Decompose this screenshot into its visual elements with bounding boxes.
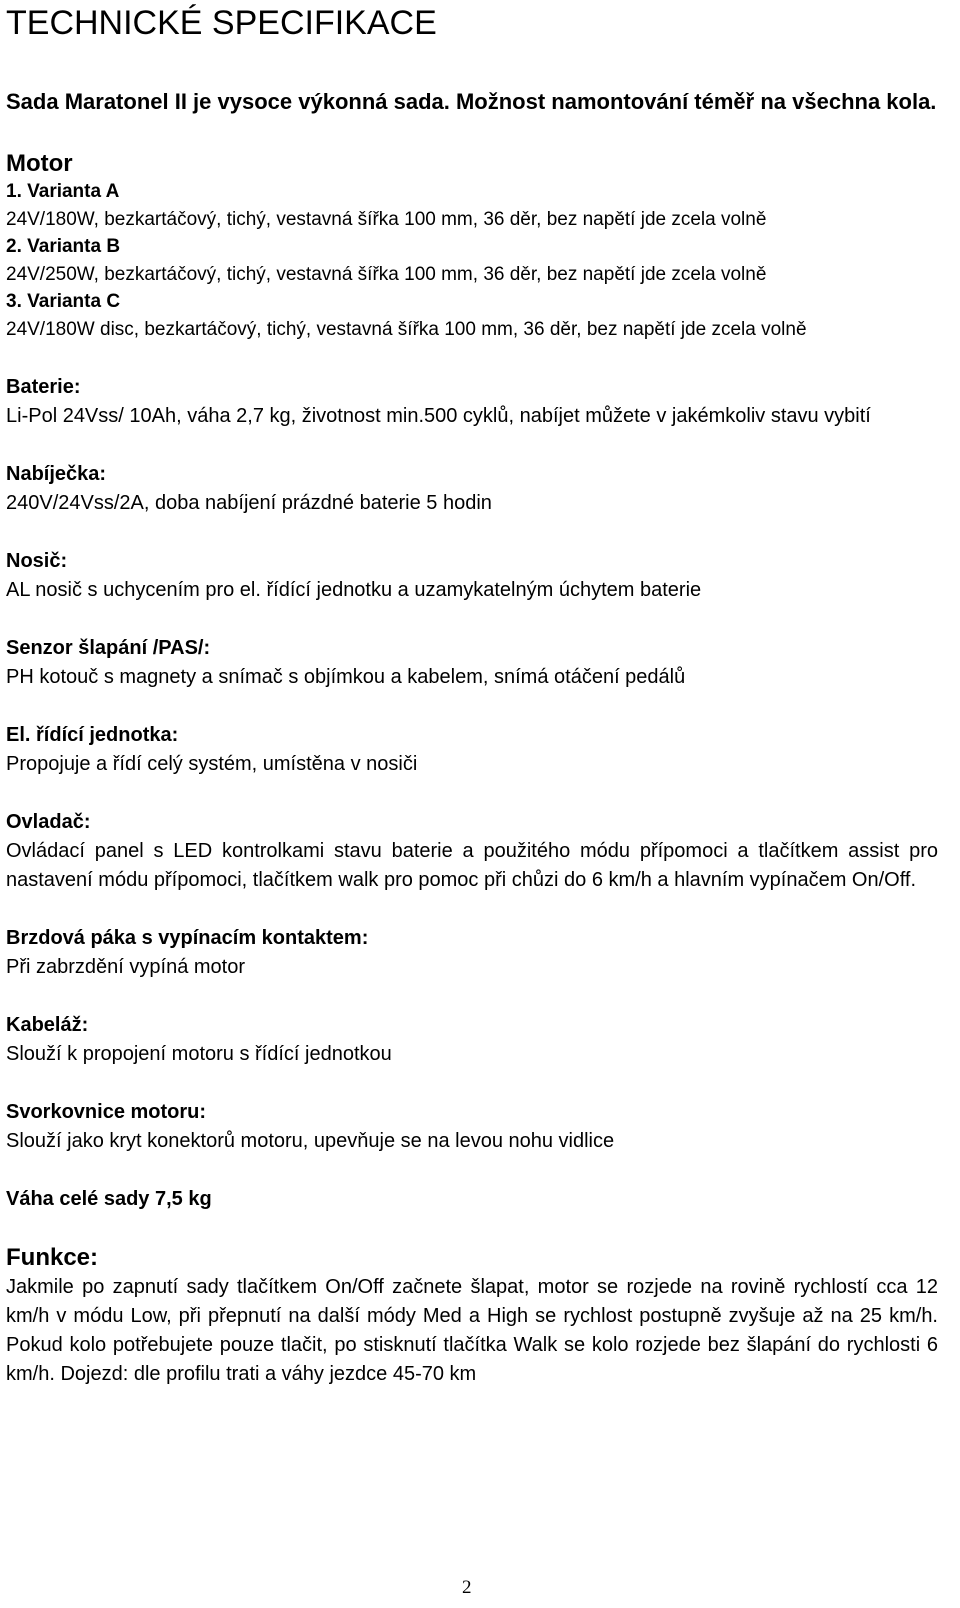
- svorkovnice-section: [6, 1098, 938, 1156]
- nosic-heading: Nosič:: [6, 550, 68, 572]
- baterie-section: [6, 373, 938, 431]
- variant-b-text: 24V/250W, bezkartáčový, tichý, vestavná šířka 100 mm, 36 děr, bez napětí jde zcela volně: [6, 264, 767, 285]
- intro-paragraph: Sada Maratonel II je vysoce výkonná sada. Možnost namontování téměř na všechna kola.: [6, 89, 937, 114]
- nosic-section: [6, 547, 938, 605]
- senzor-text: PH kotouč s magnety a snímač s objímkou a kabelem, snímá otáčení pedálů: [6, 666, 686, 688]
- jednotka-text: Propojuje a řídí celý systém, umístěna v nosiči: [6, 753, 418, 775]
- variant-a-text: 24V/180W, bezkartáčový, tichý, vestavná šířka 100 mm, 36 děr, bez napětí jde zcela volně: [6, 209, 767, 230]
- ovladac-section: [6, 808, 938, 895]
- funkce-text: Jakmile po zapnutí sady tlačítkem On/Off začnete šlapat, motor se rozjede na rovině rychlostí cca 12 km/h v módu Low, při přepnutí na další módy Med a High se rychlost postupně zvyšuje až na 25 km/h. Pokud kolo potřebujete pouze tlačit, po stisknutí tlačítka Walk se kolo rozjede bez šlapání do rychlosti 6 km/h. Dojezd: dle profilu trati a váhy jezdce 45-70 km: [6, 1276, 938, 1385]
- nabijecka-text: 240V/24Vss/2A, doba nabíjení prázdné baterie 5 hodin: [6, 492, 492, 514]
- variant-b-label: 2. Varianta B: [6, 236, 121, 257]
- document-page: [6, 0, 938, 1389]
- brzdova-heading: Brzdová páka s vypínacím kontaktem:: [6, 927, 369, 949]
- nosic-text: AL nosič s uchycením pro el. řídící jednotku a uzamykatelným úchytem baterie: [6, 579, 702, 601]
- variant-c-text: 24V/180W disc, bezkartáčový, tichý, vestavná šířka 100 mm, 36 děr, bez napětí jde zcela volně: [6, 319, 807, 340]
- senzor-section: [6, 634, 938, 692]
- brzdova-text: Při zabrzdění vypíná motor: [6, 956, 245, 978]
- motor-heading: Motor: [6, 150, 73, 177]
- variant-a-label: 1. Varianta A: [6, 181, 120, 202]
- motor-section: [6, 149, 938, 344]
- baterie-heading: Baterie:: [6, 376, 81, 398]
- kabelaz-heading: Kabeláž:: [6, 1014, 89, 1036]
- ovladac-heading: Ovladač:: [6, 811, 91, 833]
- brzdova-section: [6, 924, 938, 982]
- weight-text: Váha celé sady 7,5 kg: [6, 1188, 212, 1210]
- jednotka-heading: El. řídící jednotka:: [6, 724, 179, 746]
- page-number: 2: [462, 1577, 472, 1598]
- funkce-heading: Funkce:: [6, 1244, 99, 1271]
- svorkovnice-text: Slouží jako kryt konektorů motoru, upevňuje se na levou nohu vidlice: [6, 1130, 615, 1152]
- variant-c-label: 3. Varianta C: [6, 291, 121, 312]
- senzor-heading: Senzor šlapání /PAS/:: [6, 637, 211, 659]
- nabijecka-section: [6, 460, 938, 518]
- ovladac-text: Ovládací panel s LED kontrolkami stavu baterie a použitého módu přípomoci a tlačítkem assist pro nastavení módu přípomoci, tlačítkem walk pro pomoc při chůzi do 6 km/h a hlavním vypínačem On/Off.: [6, 840, 938, 891]
- jednotka-section: [6, 721, 938, 779]
- document-title: TECHNICKÉ SPECIFIKACE: [6, 4, 437, 42]
- kabelaz-text: Slouží k propojení motoru s řídící jednotkou: [6, 1043, 392, 1065]
- weight-section: [6, 1185, 938, 1214]
- baterie-text: Li-Pol 24Vss/ 10Ah, váha 2,7 kg, životnost min.500 cyklů, nabíjet můžete v jakémkoliv stavu vybití: [6, 405, 871, 427]
- svorkovnice-heading: Svorkovnice motoru:: [6, 1101, 207, 1123]
- nabijecka-heading: Nabíječka:: [6, 463, 107, 485]
- funkce-section: [6, 1243, 938, 1389]
- kabelaz-section: [6, 1011, 938, 1069]
